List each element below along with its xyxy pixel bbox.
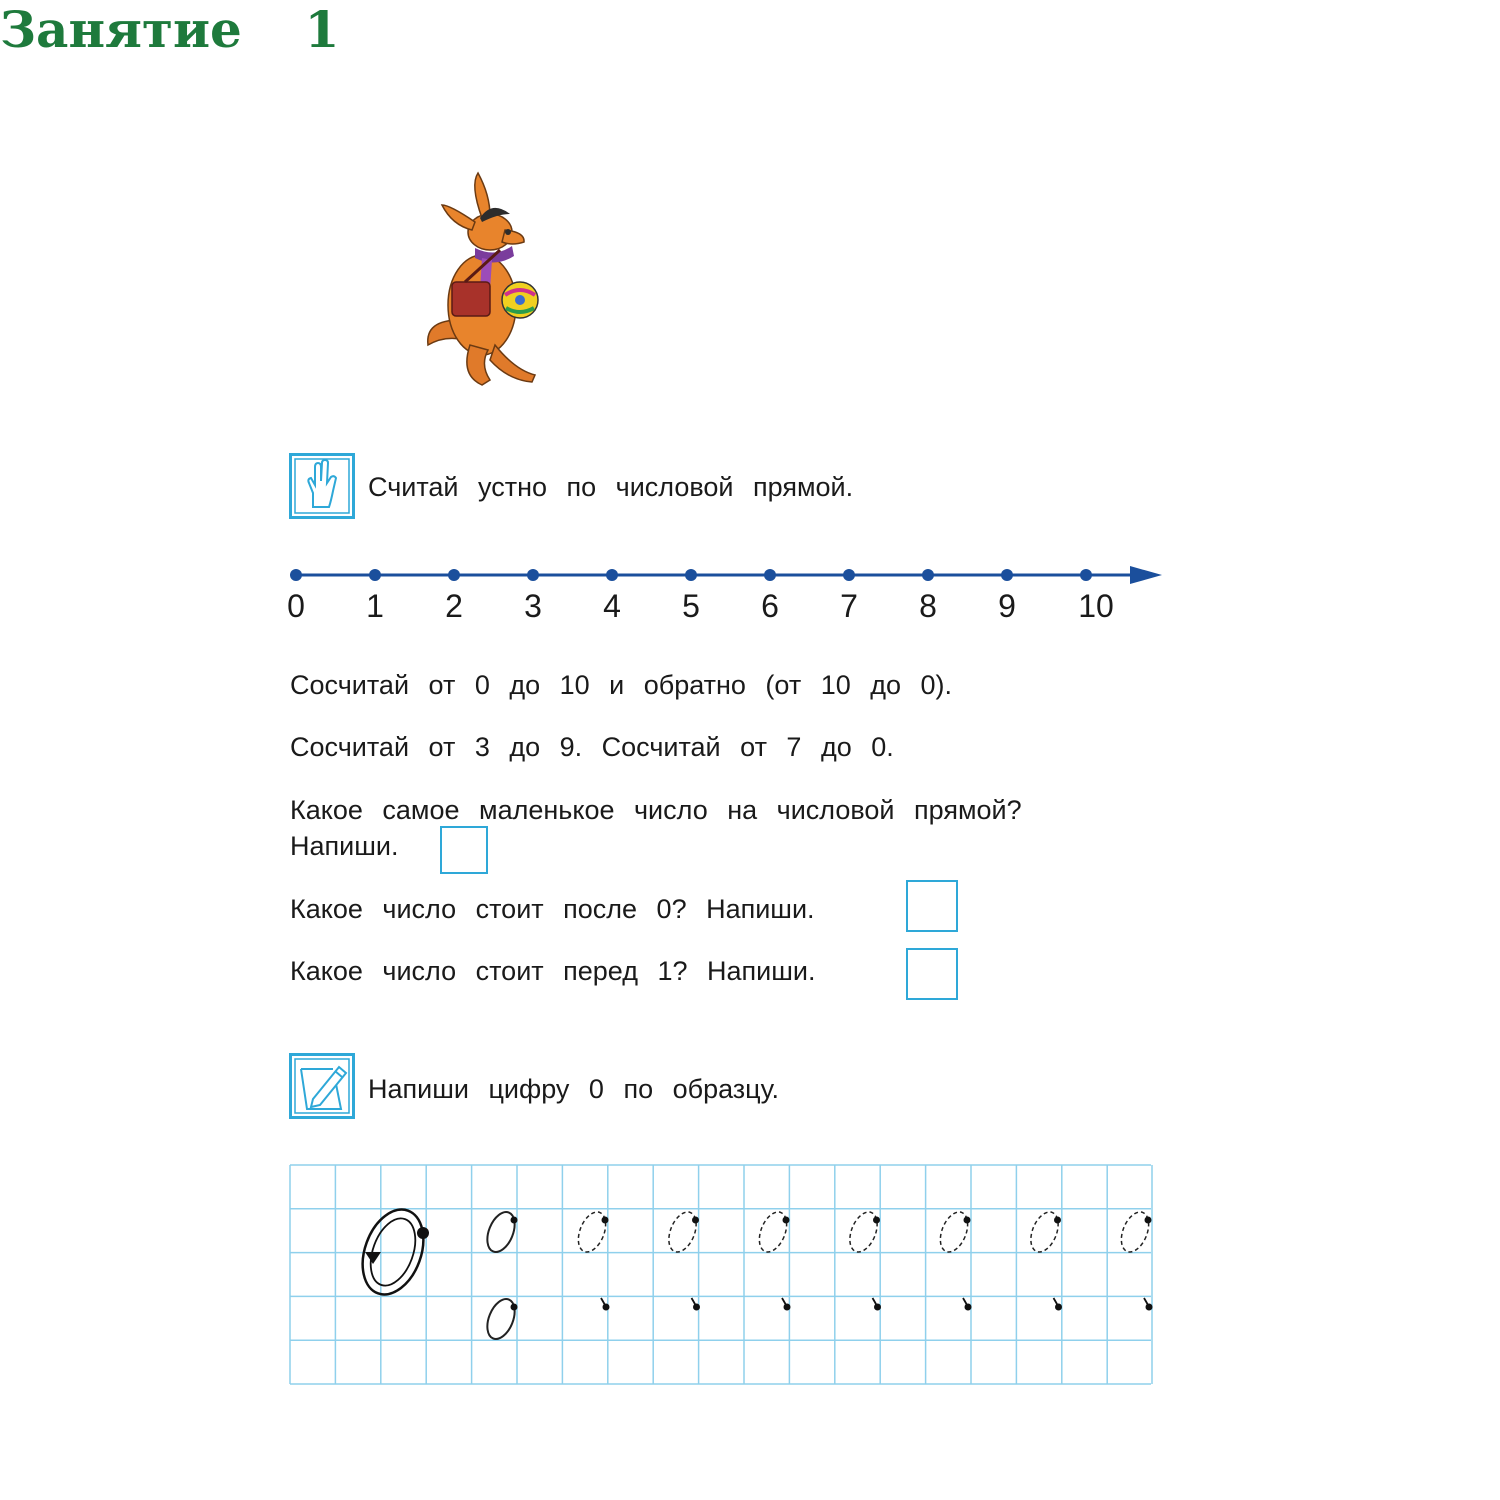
number-line-label: 3 xyxy=(524,588,542,624)
task1-instruction: Считай устно по числовой прямой. xyxy=(368,472,854,502)
number-line-label: 7 xyxy=(840,588,858,624)
start-dot xyxy=(1145,1217,1152,1224)
trace-zero-dashed xyxy=(664,1208,702,1256)
answer-box-before-one[interactable] xyxy=(906,948,958,1000)
trace-zero-dashed xyxy=(573,1208,611,1256)
question-count-0-10: Сосчитай от 0 до 10 и обратно (от 10 до 0). xyxy=(290,670,953,700)
start-dot xyxy=(874,1304,881,1311)
question-count-3-9: Сосчитай от 3 до 9. Сосчитай от 7 до 0. xyxy=(290,732,894,762)
pencil-writing-icon xyxy=(289,1053,355,1119)
question-smallest-number: Какое самое маленькое число на числовой прямой? xyxy=(290,795,1022,825)
sample-zero-small xyxy=(482,1208,520,1256)
number-line-point xyxy=(1001,569,1013,581)
number-line-label: 0 xyxy=(287,588,305,624)
start-dot xyxy=(965,1304,972,1311)
number-line-point xyxy=(843,569,855,581)
start-dot xyxy=(873,1217,880,1224)
hand-counting-icon xyxy=(289,453,355,519)
start-dot xyxy=(603,1304,610,1311)
trace-zero-dashed xyxy=(754,1208,792,1256)
number-line-label: 1 xyxy=(366,588,384,624)
kangaroo-illustration xyxy=(420,170,545,395)
sample-zero-small xyxy=(482,1295,520,1343)
number-line-label: 9 xyxy=(998,588,1016,624)
writing-grid[interactable] xyxy=(289,1164,1153,1386)
number-line-point xyxy=(922,569,934,581)
trace-zero-dashed xyxy=(1026,1208,1064,1256)
start-dot xyxy=(1146,1304,1153,1311)
answer-box-after-zero[interactable] xyxy=(906,880,958,932)
number-line-point xyxy=(527,569,539,581)
lesson-title: Занятие 1 xyxy=(0,0,340,59)
number-line-point xyxy=(1080,569,1092,581)
start-dot xyxy=(783,1217,790,1224)
task2-instruction: Напиши цифру 0 по образцу. xyxy=(368,1074,779,1104)
number-line-label: 5 xyxy=(682,588,700,624)
trace-zero-dashed xyxy=(1116,1208,1153,1256)
number-line-label: 4 xyxy=(603,588,621,624)
number-line-label: 8 xyxy=(919,588,937,624)
start-dot xyxy=(692,1217,699,1224)
start-dot xyxy=(511,1217,518,1224)
trace-zero-dashed xyxy=(935,1208,973,1256)
trace-zero-dashed xyxy=(845,1208,883,1256)
start-dot xyxy=(1055,1304,1062,1311)
start-dot xyxy=(964,1217,971,1224)
number-line xyxy=(280,555,1180,630)
question-after-zero: Какое число стоит после 0? Напиши. xyxy=(290,894,815,924)
start-dot xyxy=(511,1304,518,1311)
answer-box-smallest[interactable] xyxy=(440,826,488,874)
number-line-point xyxy=(685,569,697,581)
number-line-label: 10 xyxy=(1078,588,1114,624)
question-write-label: Напиши. xyxy=(290,831,399,861)
number-line-label: 2 xyxy=(445,588,463,624)
start-dot xyxy=(1054,1217,1061,1224)
start-dot xyxy=(602,1217,609,1224)
number-line-point xyxy=(448,569,460,581)
number-line-point xyxy=(764,569,776,581)
number-line-point xyxy=(606,569,618,581)
start-dot xyxy=(784,1304,791,1311)
number-line-point xyxy=(369,569,381,581)
number-line-label: 6 xyxy=(761,588,779,624)
number-line-point xyxy=(290,569,302,581)
question-before-one: Какое число стоит перед 1? Напиши. xyxy=(290,956,816,986)
start-dot xyxy=(693,1304,700,1311)
